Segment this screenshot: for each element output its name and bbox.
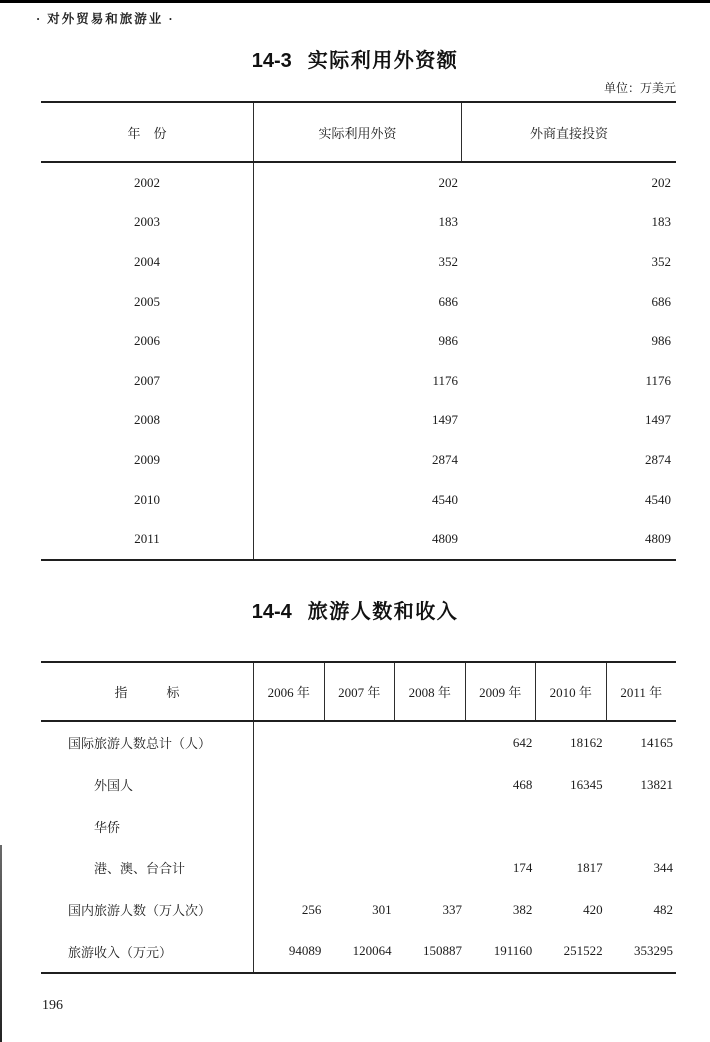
value-cell: 686 xyxy=(438,293,458,309)
value-cell: 174 xyxy=(512,859,533,875)
value-cell: 986 xyxy=(651,333,671,349)
running-header: · 对外贸易和旅游业 · xyxy=(36,12,175,26)
value-cell: 482 xyxy=(653,901,673,917)
indicator-cell: 华侨 xyxy=(41,805,254,847)
table2-header-indicator: 指 标 xyxy=(41,663,254,720)
value-cell: 1497 xyxy=(645,412,671,428)
table-row xyxy=(41,321,676,361)
value-cell: 150887 xyxy=(422,943,462,959)
value-cell: 353295 xyxy=(633,943,673,959)
value-cell: 344 xyxy=(653,859,673,875)
table2-header-2009: 2009 年 xyxy=(466,663,537,720)
table2-header-2011: 2011 年 xyxy=(620,685,663,700)
value-cell: 183 xyxy=(651,214,671,230)
table-row xyxy=(41,401,676,441)
table1-title-text: 实际利用外资额 xyxy=(307,50,459,72)
table-row xyxy=(41,722,676,764)
table2-header-2010: 2010 年 xyxy=(536,663,607,720)
year-cell: 2007 xyxy=(41,361,254,401)
table-row xyxy=(41,361,676,401)
value-cell: 382 xyxy=(512,901,533,917)
value-cell: 642 xyxy=(512,734,533,750)
value-cell: 986 xyxy=(438,333,458,349)
value-cell: 14165 xyxy=(640,734,673,750)
value-cell xyxy=(395,805,465,847)
value-cell xyxy=(254,722,324,764)
value-cell: 16345 xyxy=(570,776,603,792)
value-cell: 2874 xyxy=(432,451,458,467)
value-cell xyxy=(254,805,324,847)
value-cell: 352 xyxy=(651,253,671,269)
value-cell: 4809 xyxy=(645,531,671,547)
table-row xyxy=(41,805,676,847)
table-row xyxy=(41,764,676,806)
table2-title-text: 旅游人数和收入 xyxy=(307,601,459,623)
table1-header-year: 年 份 xyxy=(41,103,254,161)
table-row xyxy=(41,930,676,972)
table2-title xyxy=(0,595,710,624)
table-row xyxy=(41,847,676,889)
table-tourism-numbers-income xyxy=(41,661,676,974)
table1-body xyxy=(41,163,676,561)
value-cell: 4540 xyxy=(432,491,458,507)
table-row xyxy=(41,203,676,243)
table-utilized-foreign-capital xyxy=(41,101,676,561)
value-cell: 18162 xyxy=(570,734,603,750)
year-cell: 2009 xyxy=(41,440,254,480)
value-cell: 1176 xyxy=(432,372,458,388)
value-cell: 183 xyxy=(438,214,458,230)
value-cell xyxy=(395,764,465,806)
value-cell xyxy=(324,722,394,764)
table-row xyxy=(41,440,676,480)
year-cell: 2003 xyxy=(41,203,254,243)
value-cell: 686 xyxy=(651,293,671,309)
value-cell xyxy=(254,847,324,889)
table2-header-2007: 2007 年 xyxy=(325,663,396,720)
table-row xyxy=(41,163,676,203)
value-cell xyxy=(395,722,465,764)
value-cell xyxy=(606,805,676,847)
value-cell: 337 xyxy=(442,901,462,917)
indicator-cell: 港、澳、台合计 xyxy=(41,847,254,889)
value-cell: 13821 xyxy=(640,776,673,792)
value-cell xyxy=(535,805,605,847)
page-number: 196 xyxy=(42,998,63,1013)
value-cell: 94089 xyxy=(288,943,322,959)
year-cell: 2008 xyxy=(41,401,254,441)
value-cell: 4809 xyxy=(432,531,458,547)
year-cell: 2006 xyxy=(41,321,254,361)
indicator-cell: 旅游收入（万元） xyxy=(41,930,254,972)
value-cell: 256 xyxy=(301,901,322,917)
table2-header-row xyxy=(41,661,676,722)
value-cell: 4540 xyxy=(645,491,671,507)
table2-number: 14-4 xyxy=(251,601,292,623)
table2-header-2008: 2008 年 xyxy=(395,663,466,720)
value-cell xyxy=(465,805,535,847)
table1-number: 14-3 xyxy=(251,50,292,72)
value-cell: 202 xyxy=(438,174,458,190)
year-cell: 2010 xyxy=(41,480,254,520)
year-cell: 2011 xyxy=(41,519,254,559)
value-cell xyxy=(395,847,465,889)
value-cell xyxy=(254,764,324,806)
year-cell: 2002 xyxy=(41,163,254,203)
value-cell: 1497 xyxy=(432,412,458,428)
value-cell: 202 xyxy=(651,174,671,190)
table1-header-fdi: 外商直接投资 xyxy=(529,125,608,141)
table-row xyxy=(41,519,676,559)
scan-top-edge-artifact xyxy=(0,0,710,3)
table-row xyxy=(41,282,676,322)
table1-header-row xyxy=(41,101,676,163)
indicator-cell: 国际旅游人数总计（人） xyxy=(41,722,254,764)
value-cell: 251522 xyxy=(563,943,603,959)
value-cell: 352 xyxy=(438,253,458,269)
table-row xyxy=(41,480,676,520)
year-cell: 2004 xyxy=(41,242,254,282)
value-cell: 420 xyxy=(583,901,603,917)
value-cell: 120064 xyxy=(352,943,392,959)
value-cell: 191160 xyxy=(493,943,533,959)
value-cell xyxy=(324,805,394,847)
indicator-cell: 外国人 xyxy=(41,764,254,806)
year-cell: 2005 xyxy=(41,282,254,322)
value-cell xyxy=(324,764,394,806)
value-cell: 2874 xyxy=(645,451,671,467)
value-cell xyxy=(324,847,394,889)
table1-header-utilized: 实际利用外资 xyxy=(254,103,462,161)
table1-title xyxy=(0,44,710,73)
table2-header-2006: 2006 年 xyxy=(254,663,325,720)
value-cell: 301 xyxy=(372,901,392,917)
table-row xyxy=(41,242,676,282)
indicator-cell: 国内旅游人数（万人次） xyxy=(41,889,254,931)
value-cell: 468 xyxy=(512,776,533,792)
scan-left-edge-artifact xyxy=(0,845,2,1042)
table2-body xyxy=(41,722,676,974)
table-row xyxy=(41,889,676,931)
value-cell: 1176 xyxy=(645,372,671,388)
unit-label: 单位：万美元 xyxy=(603,81,676,95)
value-cell: 1817 xyxy=(576,859,603,875)
